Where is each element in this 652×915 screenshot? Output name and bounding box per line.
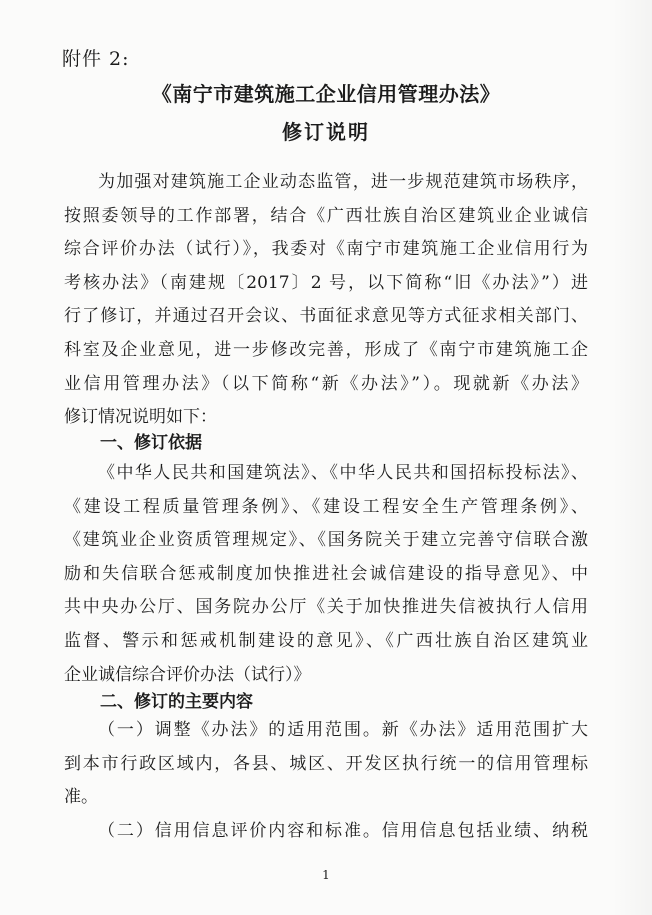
text-line: 监督、警示和惩戒机制建设的意见》、《广西壮族自治区建筑业 [64,630,588,651]
intro-paragraph [64,166,588,435]
text-line: 行了修订，并通过召开会议、书面征求意见等方式征求相关部门、 [64,306,588,327]
attachment-label: 附件 2: [62,48,130,70]
section-heading-basis: 一、修订依据 [100,433,202,453]
text-line: 到本市行政区域内，各县、城区、开发区执行统一的信用管理标 [64,753,588,774]
text-line: 励和失信联合惩戒制度加快推进社会诚信建设的指导意见》、中 [64,563,588,584]
document-subtitle: 修订说明 [282,120,370,144]
text-line: （一）调整《办法》的适用范围。新《办法》适用范围扩大 [98,720,588,740]
text-line: 业信用管理办法》（以下简称“新《办法》”）。现就新《办法》 [64,373,588,394]
text-line: 考核办法》（南建规〔2017〕2 号，以下简称“旧《办法》”）进 [64,272,588,293]
text-line: 共中央办公厅、国务院办公厅《关于加快推进失信被执行人信用 [64,597,588,618]
text-line: 科室及企业意见，进一步修改完善，形成了《南宁市建筑施工企 [64,339,588,360]
text-line: 修订情况说明如下： [64,407,217,428]
document-title: 《南宁市建筑施工企业信用管理办法》 [151,82,501,106]
text-line: 综合评价办法（试行）》，我委对《南宁市建筑施工企业信用行为 [64,239,588,260]
text-line: 《建筑业企业资质管理规定》、《国务院关于建立完善守信联合激 [64,530,588,551]
basis-paragraph [64,457,588,692]
page-number: 1 [322,868,330,882]
text-line: 准。 [64,787,98,808]
section-heading-main-content: 二、修订的主要内容 [100,692,253,712]
text-line: 《中华人民共和国建筑法》、《中华人民共和国招标投标法》、 [98,463,588,483]
main-content-paragraph [64,714,588,848]
text-line: 按照委领导的工作部署，结合《广西壮族自治区建筑业企业诚信 [64,205,588,226]
text-line: 为加强对建筑施工企业动态监管，进一步规范建筑市场秩序， [98,172,588,192]
text-line: （二）信用信息评价内容和标准。信用信息包括业绩、纳税 [98,820,588,841]
text-line: 企业诚信综合评价办法（试行）》 [64,664,311,685]
text-line: 《建设工程质量管理条例》、《建设工程安全生产管理条例》、 [64,496,588,517]
